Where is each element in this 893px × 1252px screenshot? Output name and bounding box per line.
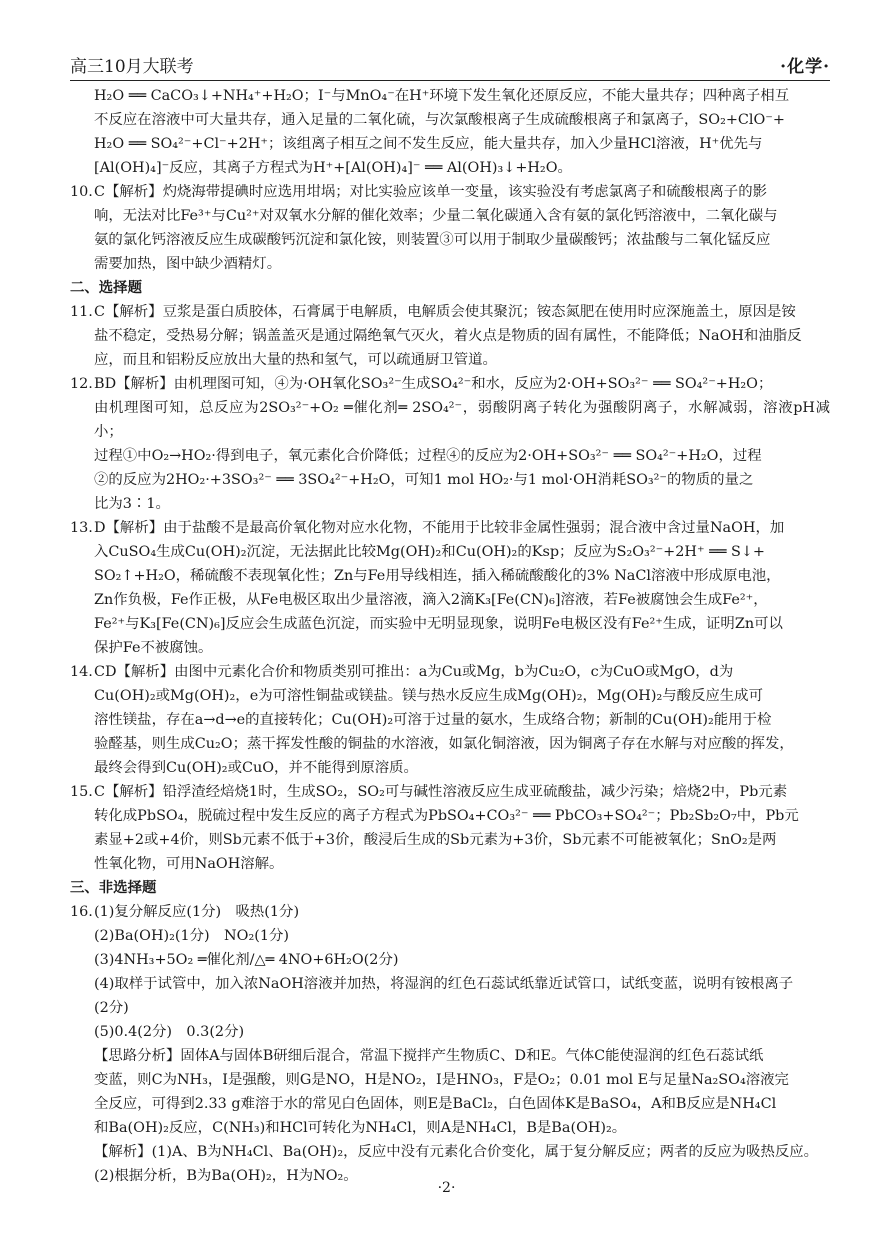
line-text: 需要加热，图中缺少酒精灯。 — [94, 256, 282, 272]
line-text: 最终会得到Cu(OH)₂或CuO，并不能得到原溶质。 — [94, 760, 418, 776]
subject-label: ·化学· — [780, 57, 830, 77]
line-text: 素显+2或+4价，则Sb元素不低于+3价，酸浸后生成的Sb元素为+3价，Sb元素不可能被氧化；SnO₂是两 — [94, 832, 777, 848]
text-line — [70, 1020, 830, 1044]
item-number: 10. — [70, 184, 93, 200]
text-line — [70, 1092, 830, 1116]
text-line — [70, 756, 830, 780]
line-text: D【解析】由于盐酸不是最高价氧化物对应水化物，不能用于比较非金属性强弱；混合液中含过量NaOH，加 — [94, 520, 785, 536]
text-line — [70, 468, 830, 492]
line-text: 应，而且和铝粉反应放出大量的热和氢气，可以疏通厨卫管道。 — [94, 352, 497, 368]
section-heading — [70, 876, 830, 900]
line-text: (4)取样于试管中，加入浓NaOH溶液并加热，将湿润的红色石蕊试纸靠近试管口，试纸变蓝，说明有铵根离子 — [94, 976, 794, 992]
text-line — [70, 84, 830, 108]
text-line — [70, 1068, 830, 1092]
section-heading — [70, 276, 830, 300]
text-line — [70, 540, 830, 564]
line-text: Zn作负极，Fe作正极，从Fe电极区取出少量溶液，滴入2滴K₃[Fe(CN)₆]溶液，若Fe被腐蚀会生成Fe²⁺， — [94, 592, 768, 608]
line-text: (2)Ba(OH)₂(1分) NO₂(1分) — [94, 928, 289, 944]
line-text: 转化成PbSO₄，脱硫过程中发生反应的离子方程式为PbSO₄+CO₃²⁻ ══ PbCO₃+SO₄²⁻；Pb₂Sb₂O₇中，Pb元 — [94, 808, 799, 824]
text-line — [70, 396, 830, 444]
text-line — [70, 156, 830, 180]
line-text: C【解析】豆浆是蛋白质胶体，石膏属于电解质，电解质会使其聚沉；铵态氮肥在使用时应深施盖土，原因是铵 — [94, 304, 796, 320]
text-line — [70, 564, 830, 588]
line-text: 性氧化物，可用NaOH溶解。 — [94, 856, 284, 872]
text-line — [70, 348, 830, 372]
line-text: SO₂↑+H₂O，稀硫酸不表现氧化性；Zn与Fe用导线相连，插入稀硫酸酸化的3% NaCl溶液中形成原电池， — [94, 568, 781, 584]
line-text: 全反应，可得到2.33 g难溶于水的常见白色固体，则E是BaCl₂，白色固体K是BaSO₄，A和B反应是NH₄Cl — [94, 1096, 777, 1112]
text-line — [70, 636, 830, 660]
text-line — [70, 132, 830, 156]
line-text: 【解析】(1)A、B为NH₄Cl、Ba(OH)₂，反应中没有元素化合价变化，属于复分解反应；两者的反应为吸热反应。 — [94, 1144, 819, 1160]
text-line — [70, 492, 830, 516]
text-line — [70, 1116, 830, 1140]
line-text: 氨的氯化钙溶液反应生成碳酸钙沉淀和氯化铵，则装置③可以用于制取少量碳酸钙；浓盐酸与二氧化锰反应 — [94, 232, 771, 248]
item-number: 15. — [70, 784, 93, 800]
line-text: 响，无法对比Fe³⁺与Cu²⁺对双氧水分解的催化效率；少量二氧化碳通入含有氨的氯化钙溶液中，二氧化碳与 — [94, 208, 778, 224]
line-text: 三、非选择题 — [70, 879, 157, 896]
text-line — [70, 948, 830, 972]
text-line — [70, 324, 830, 348]
text-line — [70, 516, 830, 540]
text-line — [70, 1140, 830, 1164]
line-text: 由机理图可知，总反应为2SO₃²⁻+O₂ ═催化剂═ 2SO₄²⁻，弱酸阴离子转化为强酸阴离子，水解减弱，溶液pH减小； — [94, 400, 830, 440]
text-line — [70, 780, 830, 804]
line-text: (1)复分解反应(1分) 吸热(1分) — [94, 904, 300, 920]
text-line — [70, 1044, 830, 1068]
text-line — [70, 444, 830, 468]
text-line — [70, 108, 830, 132]
line-text: BD【解析】由机理图可知，④为·OH氧化SO₃²⁻生成SO₄²⁻和水，反应为2·OH+SO₃²⁻ ══ SO₄²⁻+H₂O； — [94, 376, 773, 392]
line-text: C【解析】灼烧海带提碘时应选用坩埚；对比实验应该单一变量，该实验没有考虑氯离子和硫酸根离子的影 — [94, 184, 767, 200]
text-line — [70, 828, 830, 852]
line-text: (5)0.4(2分) 0.3(2分) — [94, 1024, 245, 1040]
text-line — [70, 804, 830, 828]
text-line — [70, 228, 830, 252]
line-text: 变蓝，则C为NH₃，I是强酸，则G是NO，H是NO₂，I是HNO₃，F是O₂；0.01 mol E与足量Na₂SO₄溶液完 — [94, 1072, 789, 1088]
exam-title: 高三10月大联考 — [70, 57, 194, 77]
line-text: [Al(OH)₄]⁻反应，其离子方程式为H⁺+[Al(OH)₄]⁻ ══ Al(OH)₃↓+H₂O。 — [94, 160, 572, 176]
line-text: Fe²⁺与K₃[Fe(CN)₆]反应会生成蓝色沉淀，而实验中无明显现象，说明Fe电极区没有Fe²⁺生成，证明Zn可以 — [94, 616, 783, 632]
line-text: 过程①中O₂→HO₂·得到电子，氧元素化合价降低；过程④的反应为2·OH+SO₃²⁻ ══ SO₄²⁻+H₂O，过程 — [94, 448, 762, 464]
item-number: 13. — [70, 520, 93, 536]
text-line — [70, 372, 830, 396]
line-text: ②的反应为2HO₂·+3SO₃²⁻ ══ 3SO₄²⁻+H₂O，可知1 mol HO₂·与1 mol·OH消耗SO₃²⁻的物质的量之 — [94, 472, 754, 488]
text-line — [70, 996, 830, 1020]
text-line — [70, 924, 830, 948]
text-line — [70, 180, 830, 204]
text-line — [70, 732, 830, 756]
header-rule — [70, 80, 830, 81]
line-text: C【解析】铅浮渣经焙烧1时，生成SO₂，SO₂可与碱性溶液反应生成亚硫酸盐，减少污染；焙烧2中，Pb元素 — [94, 784, 788, 800]
line-text: (2分) — [94, 1000, 129, 1016]
line-text: (3)4NH₃+5O₂ ═催化剂/△═ 4NO+6H₂O(2分) — [94, 952, 399, 968]
line-text: 和Ba(OH)₂反应，C(NH₃)和HCl可转化为NH₄Cl，则A是NH₄Cl，B是Ba(OH)₂。 — [94, 1120, 627, 1136]
line-text: 【思路分析】固体A与固体B研细后混合，常温下搅拌产生物质C、D和E。气体C能使湿润的红色石蕊试纸 — [94, 1048, 764, 1064]
text-line — [70, 612, 830, 636]
page-header — [70, 52, 830, 80]
item-number: 11. — [70, 304, 93, 320]
text-line — [70, 900, 830, 924]
text-line — [70, 660, 830, 684]
line-text: 验醛基，则生成Cu₂O；蒸干挥发性酸的铜盐的水溶液，如氯化铜溶液，因为铜离子存在水解与对应酸的挥发， — [94, 736, 794, 752]
item-number: 12. — [70, 376, 93, 392]
text-line — [70, 972, 830, 996]
line-text: H₂O ══ CaCO₃↓+NH₄⁺+H₂O；I⁻与MnO₄⁻在H⁺环境下发生氧化还原反应，不能大量共存；四种离子相互 — [94, 88, 790, 104]
text-line — [70, 252, 830, 276]
line-text: (2)根据分析，B为Ba(OH)₂，H为NO₂。 — [94, 1168, 358, 1184]
line-text: 二、选择题 — [70, 279, 142, 296]
line-text: 入CuSO₄生成Cu(OH)₂沉淀，无法据此比较Mg(OH)₂和Cu(OH)₂的Ksp；反应为S₂O₃²⁻+2H⁺ ══ S↓+ — [94, 544, 765, 560]
line-text: 保护Fe不被腐蚀。 — [94, 640, 213, 656]
line-text: 不反应在溶液中可大量共存，通入足量的二氧化硫，与次氯酸根离子生成硫酸根离子和氯离子，SO₂+ClO⁻+ — [94, 112, 785, 128]
text-line — [70, 684, 830, 708]
answer-body — [70, 84, 830, 1188]
item-number: 16. — [70, 904, 93, 920]
line-text: CD【解析】由图中元素化合价和物质类别可推出：a为Cu或Mg，b为Cu₂O，c为CuO或MgO，d为 — [94, 664, 734, 680]
page-number: ·2· — [437, 1180, 456, 1196]
text-line — [70, 852, 830, 876]
line-text: Cu(OH)₂或Mg(OH)₂，e为可溶性铜盐或镁盐。镁与热水反应生成Mg(OH)₂，Mg(OH)₂与酸反应生成可 — [94, 688, 763, 704]
line-text: H₂O ══ SO₄²⁻+Cl⁻+2H⁺；该组离子相互之间不发生反应，能大量共存，加入少量HCl溶液，H⁺优先与 — [94, 136, 763, 152]
text-line — [70, 708, 830, 732]
line-text: 溶性镁盐，存在a→d→e的直接转化；Cu(OH)₂可溶于过量的氨水，生成络合物；新制的Cu(OH)₂能用于检 — [94, 712, 772, 728]
item-number: 14. — [70, 664, 93, 680]
line-text: 盐不稳定，受热易分解；锅盖盖灭是通过隔绝氧气灭火，着火点是物质的固有属性，不能降低；NaOH和油脂反 — [94, 328, 802, 344]
text-line — [70, 588, 830, 612]
line-text: 比为3∶1。 — [94, 496, 170, 512]
text-line — [70, 204, 830, 228]
text-line — [70, 300, 830, 324]
